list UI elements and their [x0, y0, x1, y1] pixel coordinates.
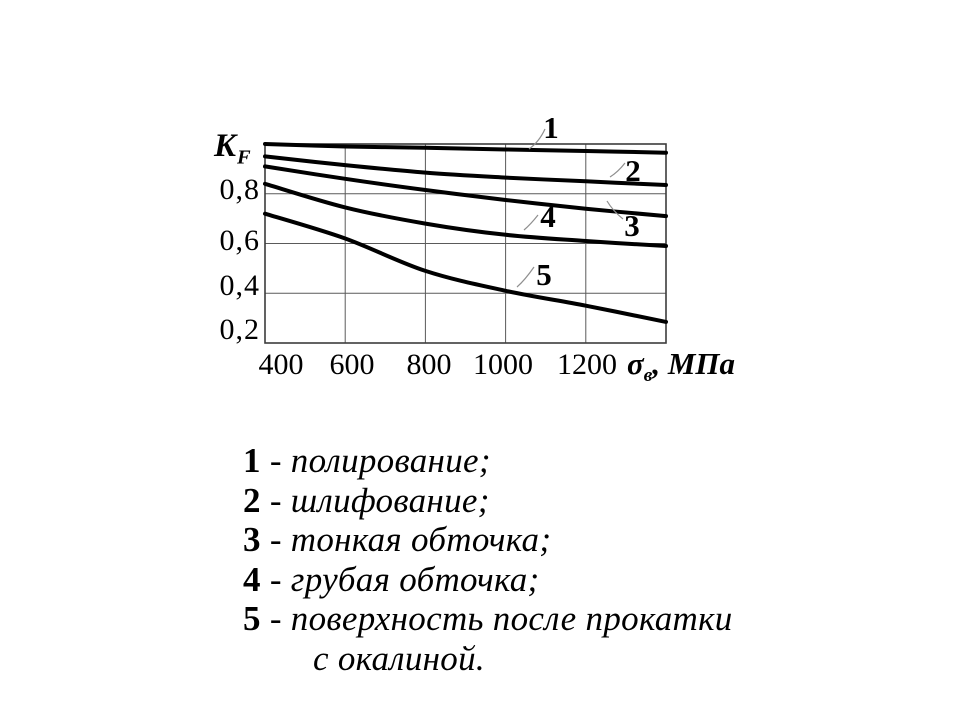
- legend-dash: -: [269, 441, 282, 480]
- y-tick-0.4: 0,4: [219, 269, 260, 302]
- curve-label-5: 5: [536, 257, 552, 292]
- y-tick-0.8: 0,8: [219, 173, 260, 206]
- legend-dash: -: [269, 480, 282, 520]
- legend-num-1: 1: [243, 441, 261, 480]
- x-tick-1000: 1000: [473, 348, 533, 381]
- legend-text-5: поверхность после прокатки: [290, 599, 733, 638]
- legend-text-3: тонкая обточка;: [290, 520, 552, 559]
- legend-text-1: полирование;: [290, 441, 491, 480]
- x-axis-symbol: σ: [627, 346, 644, 381]
- legend-num-3: 3: [243, 520, 261, 559]
- legend-item-4: [243, 560, 733, 600]
- legend-item-5-continuation: [243, 639, 733, 679]
- x-tick-600: 600: [329, 348, 375, 381]
- curve-label-4: 4: [540, 199, 556, 234]
- x-tick-800: 800: [406, 348, 452, 381]
- x-axis-subscript: в: [643, 365, 653, 387]
- curve-2: [265, 156, 666, 185]
- curve-label-3: 3: [624, 208, 640, 243]
- legend-dash: -: [269, 559, 282, 599]
- legend-num-5: 5: [243, 599, 261, 638]
- legend-item-1: [243, 441, 733, 481]
- x-axis-title: [627, 346, 735, 387]
- y-axis-subscript: F: [237, 146, 252, 169]
- legend: [243, 441, 733, 678]
- legend-text-2: шлифование;: [290, 480, 490, 520]
- legend-num-4: 4: [243, 559, 261, 599]
- x-axis-unit: , МПа: [652, 346, 735, 381]
- legend-text-5-continuation: с окалиной.: [313, 638, 485, 678]
- curve-layer: [265, 144, 666, 322]
- legend-text-4: грубая обточка;: [290, 559, 540, 599]
- legend-num-2: 2: [243, 480, 261, 520]
- legend-item-2: [243, 481, 733, 521]
- curve-label-2: 2: [625, 153, 641, 188]
- legend-dash: -: [269, 599, 282, 638]
- legend-item-5: [243, 599, 733, 639]
- y-tick-0.2: 0,2: [219, 313, 260, 346]
- legend-item-3: [243, 520, 733, 560]
- curve-1: [265, 144, 666, 153]
- curve-label-1: 1: [543, 110, 559, 145]
- y-axis-title: [214, 128, 252, 169]
- y-tick-0.6: 0,6: [219, 224, 260, 257]
- legend-dash: -: [269, 520, 282, 559]
- x-tick-1200: 1200: [557, 348, 617, 381]
- y-axis-symbol: K: [214, 128, 238, 164]
- x-tick-400: 400: [258, 348, 304, 381]
